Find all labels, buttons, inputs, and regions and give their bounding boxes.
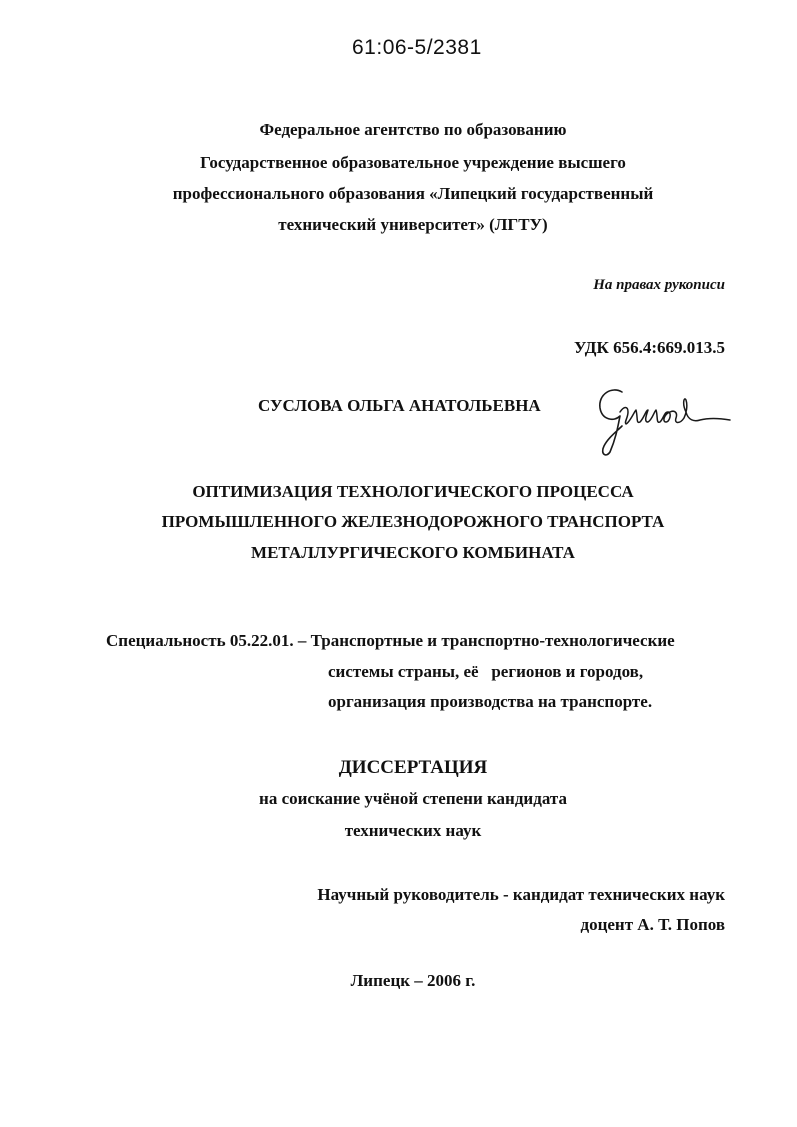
dissertation-title-line-2: ПРОМЫШЛЕННОГО ЖЕЛЕЗНОДОРОЖНОГО ТРАНСПОРТА bbox=[161, 512, 665, 531]
organization-line-1: Федеральное агентство по образованию bbox=[259, 120, 567, 139]
supervisor-line-1: Научный руководитель - кандидат технических наук bbox=[317, 885, 725, 904]
organization-line-2: Государственное образовательное учреждение высшего bbox=[200, 153, 626, 172]
author-name: СУСЛОВА ОЛЬГА АНАТОЛЬЕВНА bbox=[258, 396, 541, 415]
manuscript-rights-note: На правах рукописи bbox=[593, 277, 725, 293]
dissertation-title-line-3: МЕТАЛЛУРГИЧЕСКОГО КОМБИНАТА bbox=[251, 543, 575, 562]
specialty-line-3: организация производства на транспорте. bbox=[328, 692, 653, 711]
udk-code: УДК 656.4:669.013.5 bbox=[574, 338, 725, 357]
dissertation-title-line-1: ОПТИМИЗАЦИЯ ТЕХНОЛОГИЧЕСКОГО ПРОЦЕССА bbox=[192, 482, 634, 501]
archive-number: 61:06-5/2381 bbox=[352, 36, 482, 59]
degree-line-1: на соискание учёной степени кандидата bbox=[259, 789, 567, 808]
city-year: Липецк – 2006 г. bbox=[350, 971, 476, 990]
handwritten-signature bbox=[590, 382, 740, 460]
supervisor-line-2: доцент А. Т. Попов bbox=[580, 915, 725, 934]
organization-line-4: технический университет» (ЛГТУ) bbox=[278, 215, 548, 234]
degree-line-2: технических наук bbox=[344, 821, 482, 840]
specialty-line-1: Специальность 05.22.01. – Транспортные и транспортно-технологические bbox=[106, 631, 675, 650]
dissertation-heading: ДИССЕРТАЦИЯ bbox=[338, 757, 488, 778]
organization-line-3: профессионального образования «Липецкий государственный bbox=[172, 184, 654, 203]
specialty-line-2: системы страны, её регионов и городов, bbox=[328, 662, 644, 681]
